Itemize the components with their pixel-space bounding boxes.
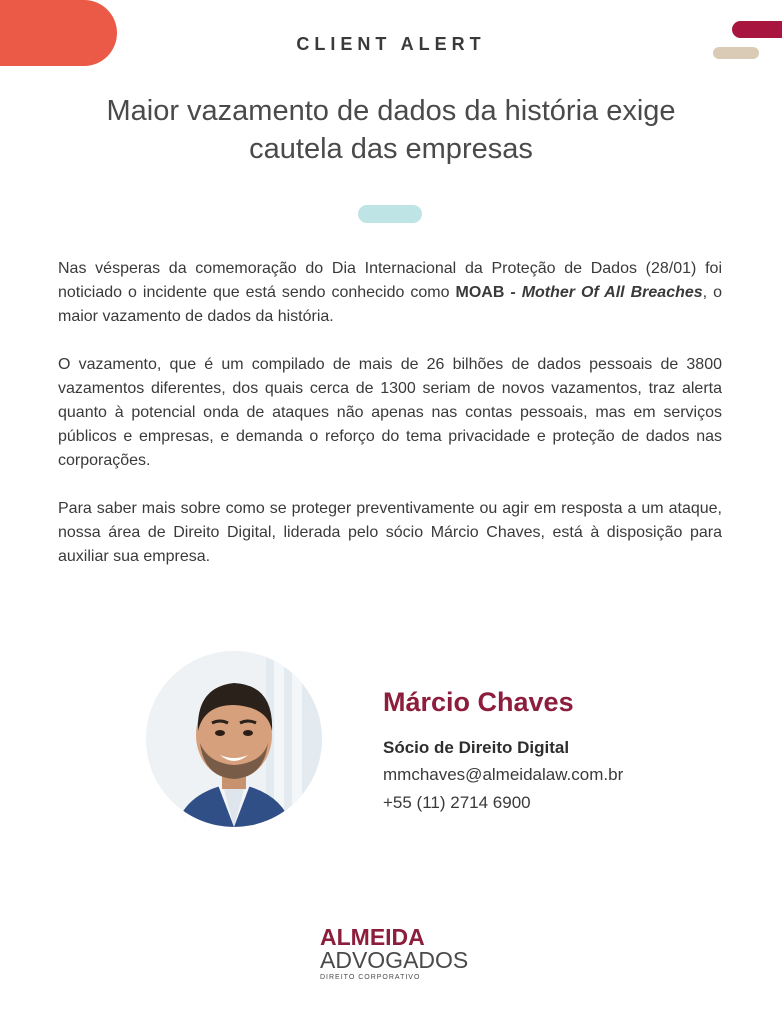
coral-decorative-shape	[0, 0, 117, 66]
logo-line-2: ADVOGADOS	[320, 947, 469, 973]
contact-name: Márcio Chaves	[383, 687, 574, 717]
logo-tagline: DIREITO CORPORATIVO	[320, 974, 421, 981]
page-title: Maior vazamento de dados da história exige cautela das empresas	[106, 95, 676, 165]
contact-phone[interactable]: +55 (11) 2714 6900	[383, 793, 531, 812]
moab-expansion: Mother Of All Breaches	[521, 284, 703, 301]
moab-term: MOAB	[455, 284, 505, 301]
article-body	[58, 257, 722, 593]
dash-separator: -	[504, 284, 522, 301]
paragraph-2: O vazamento, que é um compilado de mais de 26 bilhões de dados pessoais de 3800 vazamentos diferentes, dos quais cerca de 1300 seriam de novos vazamentos, traz alerta quanto à potencial onda de ataques não apenas nas contas pessoais, mas em serviços públicos e empresas, e demanda o reforço do tema privacidade e proteção de dados nas corporações.	[58, 356, 722, 469]
contact-photo	[146, 651, 322, 827]
paragraph-3: Para saber mais sobre como se proteger preventivamente ou agir em resposta a um ataque, nossa área de Direito Digital, liderada pelo sócio Márcio Chaves, está à disposição para auxiliar sua empresa.	[58, 500, 722, 565]
paragraph-1-text: Nas vésperas da comemoração do Dia Internacional da Proteção de Dados (28/01) foi noticiado o incidente que está sendo conhecido como	[58, 260, 722, 301]
client-alert-label: CLIENT ALERT	[296, 34, 486, 54]
paragraph-1	[58, 257, 722, 329]
logo-line-1: ALMEIDA	[320, 924, 425, 950]
contact-card	[383, 684, 623, 817]
portrait-illustration	[146, 651, 322, 827]
almeida-advogados-logo	[320, 925, 480, 981]
contact-email[interactable]: mmchaves@almeidalaw.com.br	[383, 765, 624, 784]
paragraph-1-tail: , o maior vazamento de dados da história.	[58, 284, 723, 325]
contact-role: Sócio de Direito Digital	[383, 738, 570, 757]
teal-divider-pill	[358, 205, 422, 223]
